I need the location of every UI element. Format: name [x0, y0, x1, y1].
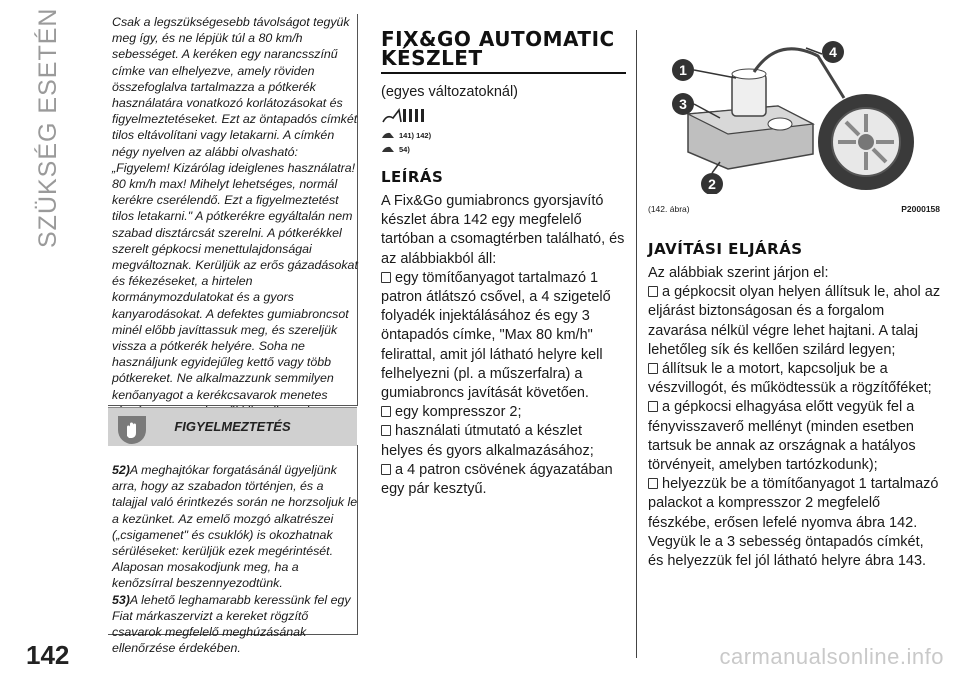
reference-icon — [381, 104, 626, 126]
figure-caption: (142. ábra) P2000158 — [648, 204, 940, 214]
checkbox-bullet-icon — [648, 286, 658, 297]
procedure-step: állítsuk le a motort, kapcsoljuk be a vészvillogót, és működtessük a rögzítőféket; — [648, 361, 932, 397]
description-intro: A Fix&Go gumiabroncs gyorsjavító készlet ábra 142 egy megfelelő tartóban a csomagtérben található, és az alábbiakból áll: — [381, 193, 625, 267]
warning-body — [112, 462, 358, 656]
section-title: SZÜKSÉG ESETÉN — [34, 7, 62, 248]
kit-item: egy kompresszor 2; — [381, 403, 626, 422]
kit-heading: FIX&GO AUTOMATIC KÉSZLET — [381, 30, 626, 74]
callout-1: 1 — [679, 62, 687, 78]
column-divider — [636, 30, 637, 658]
kit-item: egy tömítőanyagot tartalmazó 1 patron átlátszó csővel, a 4 szigetelő folyadék injektálásához és egy 3 öntapadós címke, "Max 80 km/h" felirattal, amit jól látható helyre kell felhelyezni (pl. a műszerfalra) a gumiabroncs javítását követően. — [381, 269, 611, 402]
description-heading: LEÍRÁS — [381, 168, 444, 186]
procedure-heading: JAVÍTÁSI ELJÁRÁS — [648, 240, 803, 258]
watermark: carmanualsonline.info — [719, 644, 944, 669]
callout-3: 3 — [679, 96, 687, 112]
checkbox-bullet-icon — [381, 425, 391, 436]
warning-item-53: 53)A lehető leghamarabb keressünk fel egy Fiat márkaszervizt a kereket rögzítő csavarok megfelelő meghúzásának ellenőrzése érdekében. — [112, 592, 351, 656]
kit-subtitle: (egyes változatoknál) — [381, 84, 519, 100]
checkbox-bullet-icon — [648, 478, 658, 489]
repair-procedure-column — [648, 240, 943, 571]
procedure-step: helyezzük be a tömítőanyagot 1 tartalmazó palackot a kompresszor 2 megfelelő fészkébe, erősen lefelé nyomva ábra 142. Vegyük le a 3 sebesség öntapadós címkét, és helyezzük fel jól látható helyre ábra 143. — [648, 476, 939, 570]
repair-kit-figure — [648, 34, 940, 194]
checkbox-bullet-icon — [381, 406, 391, 417]
fixgo-column — [381, 27, 626, 499]
spare-wheel-text: Csak a legszükségesebb távolságot tegyük meg így, és ne lépjük túl a 80 km/h sebességet. A keréken egy narancsszínű címke van elhelyezve, amely röviden összefoglalva tartalmazza a pótkerék használatára vonatkozó korlátozásokat és figyelmeztetéseket. Ezt az öntapadós címkét tilos eltávolítani vagy letakarni. A címkén négy nyelven az alábbi olvasható: „Figyelem! Kizárólag ideiglenes használatra! 80 km/h max! Mihelyt lehetséges, normál kerékre cserélendő. Ezt a figyelmeztetést tilos letakarni." A pótkerékre egyáltalán nem szabad disztárcsát szerelni. A pótkerékkel szerelt gépkocsi menettulajdonságai megváltoznak. Kerüljük az erős gázadásokat és fékezéseket, a hirtelen kormánymozdulatokat és a gyors kanyarodásokat. A defektes gumiabroncsot minél előbb javíttassuk meg, és szereljük vissza a pótkerék helyére. Soha ne használjunk egyidejűleg kettő vagy több pótkereket. Ne alkalmazzunk semmilyen kenőanyagot a kerékcsavarok menetes — [112, 15, 358, 402]
kit-item: a 4 patron csövének ágyazatában egy pár kesztyű. — [381, 461, 613, 498]
callout-2: 2 — [708, 176, 716, 192]
warning-header — [108, 407, 357, 446]
checkbox-bullet-icon — [648, 363, 658, 374]
warning-item-52: 52)A meghajtókar forgatásánál ügyeljünk arra, hogy az szabadon történjen, és a talajjal való érintkezés során ne horzsoljuk le a kezünket. Az emelő mozgó alkatrészei („csigamenet" és csuklók) is okozhatnak sérüléseket: kerüljük ezek megérintését. Alaposan mosakodjunk meg, ha a kenőzsírral beszennyezodtünk. — [112, 463, 358, 591]
checkbox-bullet-icon — [648, 401, 658, 412]
procedure-step: a gépkocsi elhagyása előtt vegyük fel a fényvisszaverő mellényt (minden esetben tartsuk be annak az országnak a hatályos törvényeit, amelyben tartózkodunk); — [648, 399, 916, 474]
reference-row-1: 141) 142) — [381, 130, 626, 140]
warning-title: FIGYELMEZTETÉS — [174, 419, 291, 434]
page-number: 142 — [26, 640, 70, 670]
reference-row-2: 54) — [381, 144, 626, 154]
vehicle-icon — [381, 144, 395, 154]
checkbox-bullet-icon — [381, 272, 391, 283]
callout-4: 4 — [829, 44, 837, 60]
vehicle-icon — [381, 130, 395, 140]
procedure-step: a gépkocsit olyan helyen állítsuk le, ahol az eljárást biztonságosan és a forgalom zavarása nélkül végre lehet hajtani. A talaj lehetőleg sík és kellően szilárd legyen; — [648, 284, 941, 358]
checkbox-bullet-icon — [381, 464, 391, 475]
kit-item: használati útmutató a készlet helyes és gyors alkalmazásához; — [381, 423, 594, 459]
procedure-intro: Az alábbiak szerint járjon el: — [648, 265, 829, 281]
